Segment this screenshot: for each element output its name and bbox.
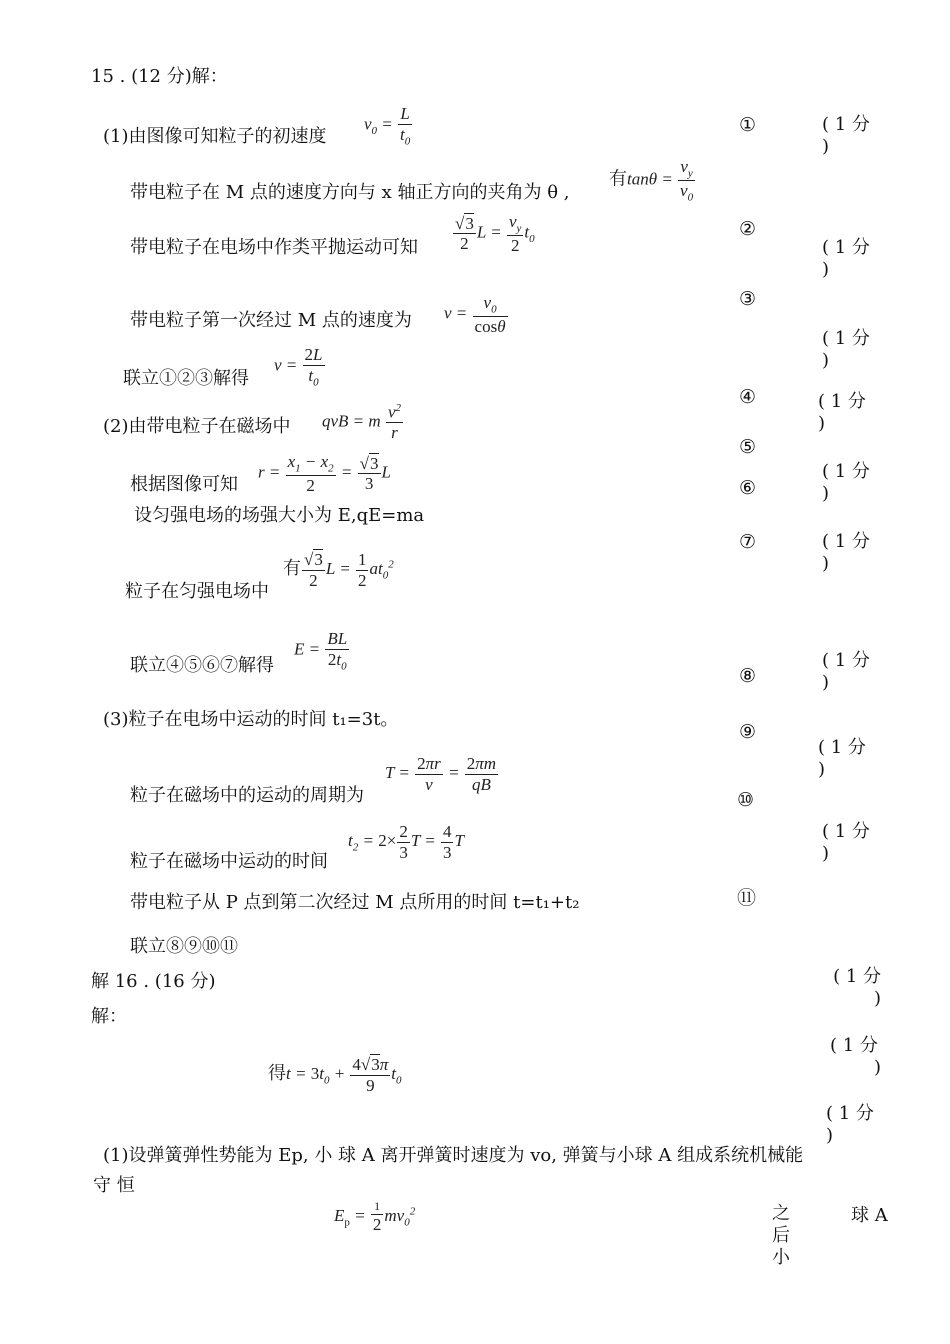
text-line: 解： <box>91 1006 127 1027</box>
marker-2: ② <box>739 218 757 240</box>
text-line: 粒子在匀强电场中 <box>125 581 269 602</box>
text-line: 粒子在磁场中的运动的周期为 <box>130 785 364 806</box>
score-note: ( 1 分 ) <box>818 737 866 780</box>
marker-6: ⑥ <box>739 477 757 499</box>
text-line: 守 恒 <box>93 1175 135 1196</box>
score-note: ( 1 分 ) <box>830 1035 882 1078</box>
score-note: ( 1 分 ) <box>822 328 870 371</box>
score-note: ( 1 分 ) <box>822 114 870 157</box>
formula-period: T = $\frac{2\pi r}{v}$ = $\frac{2\pi m}{qB}$ <box>385 754 497 794</box>
text-line: 联立①②③解得 <box>123 368 249 389</box>
marker-11: ⑪ <box>737 887 757 909</box>
side-text: 球 A <box>851 1205 888 1226</box>
formula-r: r = $\frac{x_1 - x_2}{2}$ = $\frac{√3}{3}$ L <box>258 452 391 496</box>
score-note: ( 1 分 ) <box>822 461 870 504</box>
side-text: 之后小 <box>772 1203 790 1268</box>
text-line: (2)由带电粒子在磁场中 <box>103 416 291 437</box>
question-16-header: 解 16 . (16 分) <box>91 971 216 992</box>
text-line: 带电粒子第一次经过 M 点的速度为 <box>130 310 412 331</box>
text-line: 粒子在磁场中运动的时间 <box>130 851 328 872</box>
text-line: 设匀强电场的场强大小为 E,qE=ma <box>134 505 425 526</box>
formula-ep: $E_p$ = $\frac{1}{2}$ $mv_0^2$ <box>334 1199 416 1234</box>
marker-3: ③ <box>739 288 757 310</box>
text-de: 得 <box>268 1062 286 1084</box>
formula-qvb: qvB = m $\frac{v^2}{r}$ <box>322 402 401 443</box>
formula-v: v = $\frac{v_0}{\cos\theta}$ <box>444 293 506 337</box>
score-note: ( 1 分 ) <box>833 966 882 1009</box>
score-note: ( 1 分 ) <box>822 531 870 574</box>
formula-tan-theta: 有tanθ = $\frac{v_y}{v_0}$ <box>609 157 694 204</box>
text-line: (3)粒子在电场中运动的时间 t₁=3t。 <box>103 709 399 730</box>
score-note: ( 1 分 ) <box>818 391 866 434</box>
marker-9: ⑨ <box>739 721 757 743</box>
formula-t2: $t_2 = 2\times$ $\frac{2}{3}$ T = $\frac{4}{3}$ T <box>348 822 464 862</box>
formula-v-result: v = $\frac{2L}{t_0}$ <box>274 345 323 388</box>
formula-accel: 有 $\frac{√3}{2}$ L = $\frac{1}{2}$ $at_0^2$ <box>283 550 394 590</box>
text-line: (1)设弹簧弹性势能为 Ep, 小 球 A 离开弹簧时速度为 vo, 弹簧与小球 A 组成系统机械能 <box>103 1145 804 1166</box>
marker-4: ④ <box>739 386 757 408</box>
marker-7: ⑦ <box>739 531 757 553</box>
marker-8: ⑧ <box>739 665 757 687</box>
formula-v0: $v_0$ = $\frac{L}{t_0}$ <box>364 104 411 147</box>
text-line: (1)由图像可知粒子的初速度 <box>103 126 327 147</box>
text-line: 带电粒子从 P 点到第二次经过 M 点所用的时间 t=t₁+t₂ <box>130 892 580 913</box>
score-note: ( 1 分 ) <box>822 650 870 693</box>
marker-10: ⑩ <box>737 789 755 811</box>
score-note: ( 1 分 ) <box>822 821 870 864</box>
score-note: ( 1 分 ) <box>822 237 870 280</box>
text-line: 联立④⑤⑥⑦解得 <box>130 655 274 676</box>
marker-1: ① <box>739 114 757 136</box>
text-line: 带电粒子在电场中作类平抛运动可知 <box>130 237 418 258</box>
text-line: 根据图像可知 <box>130 474 238 495</box>
text-line: 联立⑧⑨⑩⑪ <box>130 936 238 957</box>
formula-l-relation: $\frac{√3}{2}$ L = $\frac{v_y}{2}$ $t_0$ <box>455 212 535 256</box>
question-15-header: 15 . (12 分)解： <box>91 66 228 87</box>
text-you: 有 <box>283 557 301 579</box>
text-you: 有 <box>609 168 627 190</box>
formula-e: E = $\frac{BL}{2t_0}$ <box>294 629 348 672</box>
score-note: ( 1 分 ) <box>826 1103 874 1146</box>
marker-5: ⑤ <box>739 436 757 458</box>
formula-t-total: 得$t = 3t_0$ + $\frac{4√3\pi}{9}$ $t_0$ <box>268 1055 402 1095</box>
text-line: 带电粒子在 M 点的速度方向与 x 轴正方向的夹角为 θ , <box>130 182 570 203</box>
